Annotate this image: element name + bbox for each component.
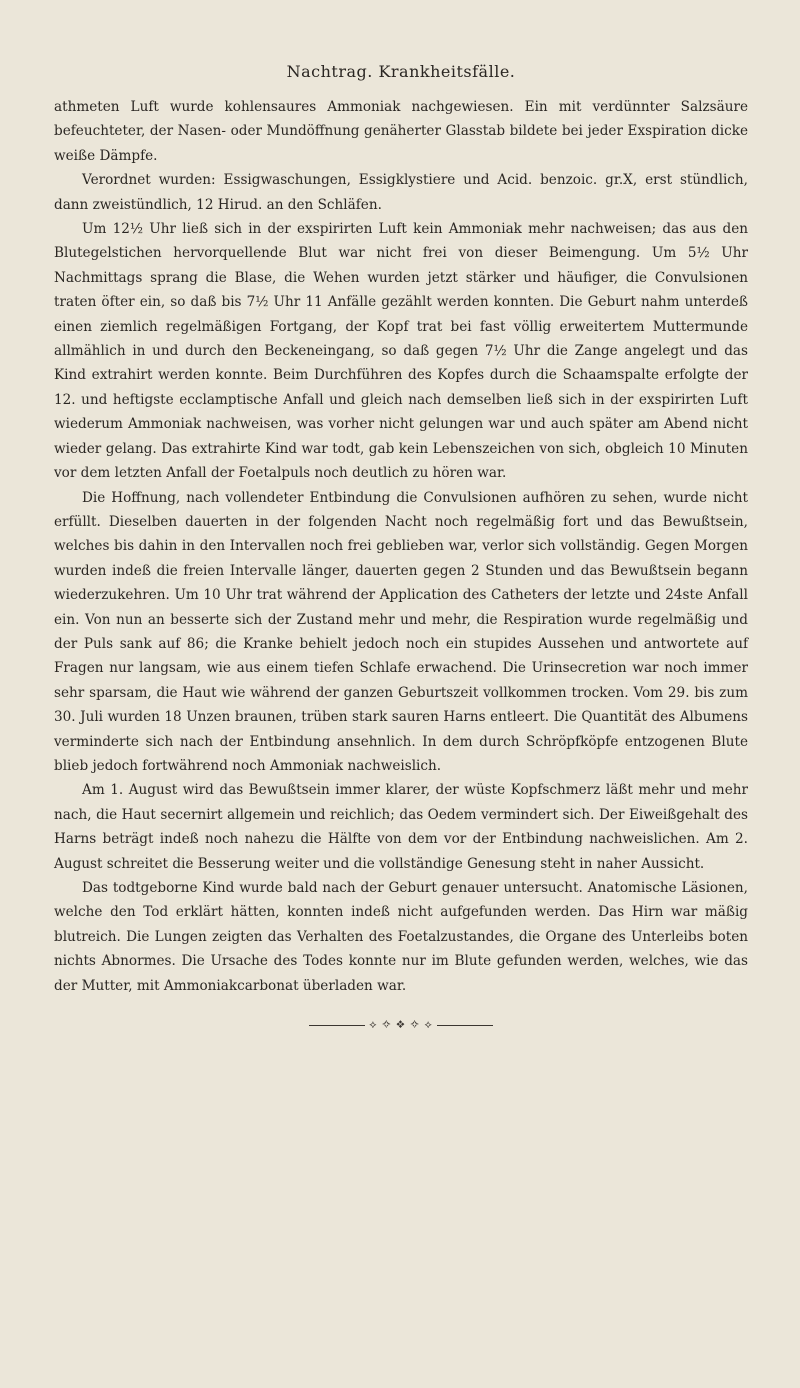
paragraph: Das todtgeborne Kind wurde bald nach der Geburt genauer untersucht. Anatomische Läsionen, welche den Tod erklärt hätten, konnten indeß nicht aufgefunden werden. Das Hirn war mäßig blutreich. Die Lungen zeigten das Verhalten des Foetalzustandes, die Organe des Unterleibs boten nichts Abnormes. Die Ursache des Todes konnte nur im Blute gefunden werden, welches, wie das der Mutter, mit Ammoniakcarbonat überladen war. <box>54 880 748 994</box>
body-text <box>54 95 748 998</box>
ornament-glyphs: ⟡ ✧ ❖ ✧ ⟡ <box>369 1018 433 1032</box>
paragraph: Am 1. August wird das Bewußtsein immer klarer, der wüste Kopfschmerz läßt mehr und mehr nach, die Haut secernirt allgemein und reichlich; das Oedem vermindert sich. Der Eiweißgehalt des Harns beträgt indeß noch nahezu die Hälfte von dem vor der Entbindung nachweislichen. Am 2. August schreitet die Besserung weiter und die vollständige Genesung steht in naher Aussicht. <box>54 782 748 872</box>
paragraph: Die Hoffnung, nach vollendeter Entbindung die Convulsionen aufhören zu sehen, wurde nicht erfüllt. Dieselben dauerten in der folgenden Nacht noch regelmäßig fort und das Bewußtsein, welches bis dahin in den Intervallen noch frei geblieben war, verlor sich vollständig. Gegen Morgen wurden indeß die freien Intervalle länger, dauerten gegen 2 Stunden und das Bewußtsein begann wiederzukehren. Um 10 Uhr trat während der Application des Catheters der letzte und 24ste Anfall ein. Von nun an besserte sich der Zustand mehr und mehr, die Respiration wurde regelmäßig und der Puls sank auf 86; die Kranke behielt jedoch noch ein stupides Aussehen und antwortete auf Fragen nur langsam, wie aus einem tiefen Schlafe erwachend. Die Urinsecretion war noch immer sehr sparsam, die Haut wie während der ganzen Geburtszeit vollkommen trocken. Vom 29. bis zum 30. Juli wurden 18 Unzen braunen, trüben stark sauren Harns entleert. Die Quantität des Albumens verminderte sich nach der Entbindung ansehnlich. In dem durch Schröpfköpfe entzogenen Blute blieb jedoch fortwährend noch Ammoniak nachweislich. <box>54 489 748 774</box>
ornament-rule-left <box>309 1025 365 1026</box>
section-ornament <box>54 1018 748 1032</box>
running-title: Nachtrag. Krankheitsfälle. <box>286 62 516 81</box>
paragraph: Verordnet wurden: Essigwaschungen, Essigklystiere und Acid. benzoic. gr.X, erst stündlich, dann zweistündlich, 12 Hirud. an den Schläfen. <box>54 172 748 213</box>
paragraph: Um 12½ Uhr ließ sich in der exspirirten Luft kein Ammoniak mehr nachweisen; das aus den Blutegelstichen hervorquellende Blut war nicht frei von dieser Beimengung. Um 5½ Uhr Nachmittags sprang die Blase, die Wehen wurden jetzt stärker und häufiger, die Convulsionen traten öfter ein, so daß bis 7½ Uhr 11 Anfälle gezählt werden konnten. Die Geburt nahm unterdeß einen ziemlich regelmäßigen Fortgang, der Kopf trat bei fast völlig erweitertem Muttermunde allmählich in und durch den Beckeneingang, so daß gegen 7½ Uhr die Zange angelegt und das Kind extrahirt werden konnte. Beim Durchführen des Kopfes durch die Schaamspalte erfolgte der 12. und heftigste ecclamptische Anfall und gleich nach demselben ließ sich in der exspirirten Luft wiederum Ammoniak nachweisen, was vorher nicht gelungen war und auch später am Abend nicht wieder gelang. Das extrahirte Kind war todt, gab kein Lebenszeichen von sich, obgleich 10 Minuten vor dem letzten Anfall der Foetalpuls noch deutlich zu hören war. <box>54 221 748 482</box>
ornament-rule-right <box>437 1025 493 1026</box>
paragraph: athmeten Luft wurde kohlensaures Ammoniak nachgewiesen. Ein mit verdünnter Salzsäure befeuchteter, der Nasen- oder Mundöffnung genäherter Glasstab bildete bei jeder Exspiration dicke weiße Dämpfe. <box>54 99 748 164</box>
